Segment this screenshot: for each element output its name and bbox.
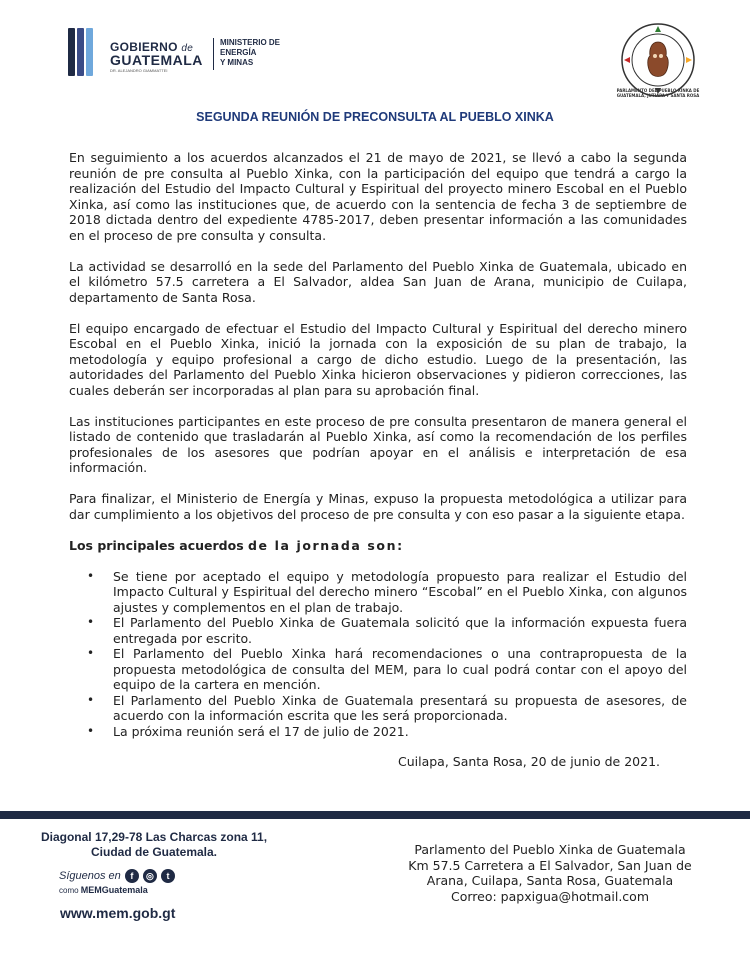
follow-text: Síguenos en bbox=[59, 869, 121, 882]
gobierno-guatemala-logo bbox=[68, 28, 308, 80]
document-title: SEGUNDA REUNIÓN DE PRECONSULTA AL PUEBLO XINKA bbox=[196, 110, 554, 124]
footer-address bbox=[34, 830, 274, 860]
footer-bar bbox=[0, 811, 750, 819]
list-item: • Se tiene por aceptado el equipo y metodología propuesto para realizar el Estudio del Impacto Cultural y Espiritual del derecho minero “Escobal” en el Pueblo Xinka, con algunos ajustes y complementos en el plan de trabajo. bbox=[85, 569, 687, 616]
como-text: como bbox=[59, 886, 79, 895]
list-item: • El Parlamento del Pueblo Xinka hará recomendaciones o una contrapropuesta de la propuesta metodológica de consulta del MEM, para lo cual podrá contar con el apoyo del equipo de la cartera en mención. bbox=[85, 646, 687, 693]
parliament-line-1: Parlamento del Pueblo Xinka de Guatemala bbox=[414, 842, 686, 857]
footer-ministry-contact bbox=[34, 830, 304, 921]
agreements-heading bbox=[69, 538, 687, 554]
flag-stripes-icon bbox=[68, 28, 102, 78]
list-item: • La próxima reunión será el 17 de julio de 2021. bbox=[85, 724, 687, 740]
seal-caption: PARLAMENTO DEL PUEBLO XINKA DE GUATEMALA, JUTIAPA Y SANTA ROSA bbox=[616, 88, 700, 98]
instagram-icon[interactable]: ◎ bbox=[143, 869, 157, 883]
twitter-icon[interactable]: t bbox=[161, 869, 175, 883]
gov-line1: GOBIERNO bbox=[110, 40, 178, 54]
list-item: • El Parlamento del Pueblo Xinka de Guatemala presentará su propuesta de asesores, de acuerdo con la información escrita que les será proporcionada. bbox=[85, 693, 687, 724]
agreements-heading-part1: Los principales acuerdos bbox=[69, 537, 244, 553]
parliament-line-3: Arana, Cuilapa, Santa Rosa, Guatemala bbox=[426, 873, 674, 888]
website-link[interactable]: www.mem.gob.gt bbox=[60, 905, 176, 921]
address-line-2: Ciudad de Guatemala. bbox=[90, 845, 218, 859]
logo-divider bbox=[213, 38, 214, 70]
paragraph-3: El equipo encargado de efectuar el Estudio del Impacto Cultural y Espiritual del derecho minero Escobal en el Pueblo Xinka, inició la jornada con la exposición de su plan de trabajo, la metodología y equipo profesional a cargo de dicho estudio. Luego de la presentación, las autoridades del Parlamento del Pueblo Xinka hicieron observaciones y pidieron correcciones, las cuales deberán ser incorporadas al plan para su aprobación final. bbox=[69, 320, 687, 398]
paragraph-4: Las instituciones participantes en este proceso de pre consulta presentaron de manera general el listado de contenido que trasladarán al Pueblo Xinka, así como la recomendación de los perfiles profesionales de los asesores que podrían apoyar en el análisis e interpretación de esa información. bbox=[69, 413, 687, 475]
agreements-list bbox=[85, 569, 687, 740]
ministry-line-2: ENERGÍA bbox=[220, 48, 257, 57]
signoff-place-date: Cuilapa, Santa Rosa, 20 de junio de 2021. bbox=[397, 754, 660, 769]
xinka-parliament-seal-icon bbox=[620, 22, 696, 98]
footer-social bbox=[59, 869, 304, 897]
gov-wordmark bbox=[110, 40, 203, 73]
handle-text: MEMGuatemala bbox=[80, 885, 148, 895]
parliament-email[interactable]: Correo: papxigua@hotmail.com bbox=[450, 888, 650, 904]
ministry-wordmark bbox=[220, 38, 280, 68]
address-line-1: Diagonal 17,29-78 Las Charcas zona 11, bbox=[40, 830, 268, 844]
list-item: • El Parlamento del Pueblo Xinka de Guatemala solicitó que la información expuesta fuera entregada por escrito. bbox=[85, 615, 687, 646]
paragraph-2: La actividad se desarrolló en la sede del Parlamento del Pueblo Xinka de Guatemala, ubicado en el kilómetro 57.5 carretera a El Salvador, aldea San Juan de Arana, municipio de Cuilapa, departamento de Santa Rosa. bbox=[69, 258, 687, 305]
document-body bbox=[69, 150, 687, 770]
facebook-icon[interactable]: f bbox=[125, 869, 139, 883]
footer-parliament-contact bbox=[380, 842, 720, 904]
ministry-line-3: Y MINAS bbox=[220, 58, 254, 67]
gov-line2: GUATEMALA bbox=[110, 52, 203, 68]
agreements-heading-part2: de la jornada son: bbox=[248, 537, 404, 553]
ministry-line-1: MINISTERIO DE bbox=[220, 38, 281, 47]
paragraph-1: En seguimiento a los acuerdos alcanzados el 21 de mayo de 2021, se llevó a cabo la segunda reunión de pre consulta al Pueblo Xinka, con la participación del equipo que tendrá a cargo la realización del Estudio del Impacto Cultural y Espiritual del proyecto minero Escobal en el Pueblo Xinka, así como las instituciones que, de acuerdo con la sentencia de fecha 3 de septiembre de 2018 dictada dentro del expediente 4785-2017, deben presentar información a las comunidades en el proceso de pre consulta y consulta. bbox=[69, 150, 687, 243]
paragraph-5: Para finalizar, el Ministerio de Energía y Minas, expuso la propuesta metodológica a utilizar para dar cumplimiento a los objetivos del proceso de pre consulta y con eso pasar a la siguiente etapa. bbox=[69, 491, 687, 522]
gov-de: de bbox=[181, 43, 194, 54]
social-handle bbox=[59, 884, 304, 897]
parliament-line-2: Km 57.5 Carretera a El Salvador, San Juan de bbox=[408, 857, 692, 873]
gov-small: DR. ALEJANDRO GIAMMATTEI bbox=[110, 68, 168, 73]
